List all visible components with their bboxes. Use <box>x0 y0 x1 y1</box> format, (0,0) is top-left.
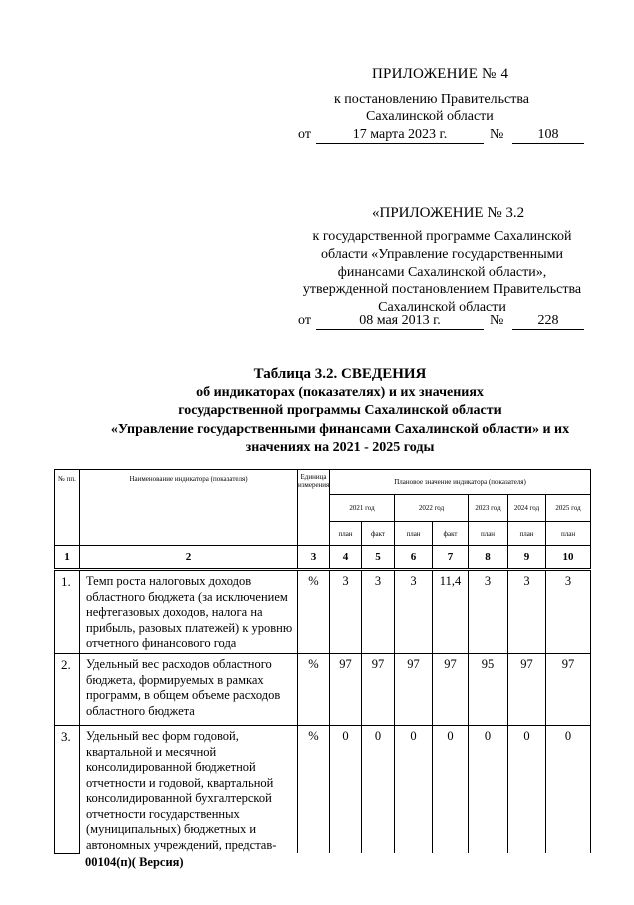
header-number: № пп. <box>55 470 80 546</box>
header-year-2023: 2023 год <box>469 495 508 522</box>
column-number: 9 <box>508 546 546 570</box>
value-2021-plan: 3 <box>330 570 362 654</box>
column-number: 3 <box>298 546 330 570</box>
header-sub-plan: план <box>395 522 433 546</box>
header-sub-plan: план <box>546 522 591 546</box>
value-2024-plan: 0 <box>508 726 546 854</box>
value-2025-plan: 97 <box>546 654 591 726</box>
table-row <box>55 726 591 854</box>
value-2021-fact: 3 <box>362 570 395 654</box>
value-2021-plan: 0 <box>330 726 362 854</box>
header-unit: Единица измерения <box>298 470 330 546</box>
indicator-name: Темп роста налоговых доходов областного бюджета (за исключением нефтегазовых доходов, налога на прибыль, разовых платежей) к уровню отчетного финансового года <box>80 570 298 654</box>
heading-line-1: Таблица 3.2. СВЕДЕНИЯ <box>253 366 427 382</box>
heading-line-5: значениях на 2021 - 2025 годы <box>245 440 435 455</box>
value-2021-fact: 97 <box>362 654 395 726</box>
column-number: 10 <box>546 546 591 570</box>
header-sub-fact: факт <box>362 522 395 546</box>
appendix-3-2-title: «ПРИЛОЖЕНИЕ № 3.2 <box>372 205 525 221</box>
appendix-3-2-number-label: № <box>490 313 504 328</box>
row-number: 1. <box>55 570 80 654</box>
value-2025-plan: 3 <box>546 570 591 654</box>
indicator-name: Удельный вес форм годовой, квартальной и месячной консолидированной бюджетной отчетности и годовой, квартальной консолидированной бухгалтерской отчетности государственных (муниципальных) бюджетных и автономных учреждений, представ- <box>80 726 298 854</box>
appendix-3-2-ot-label: от <box>298 313 311 328</box>
value-2021-plan: 97 <box>330 654 362 726</box>
header-sub-plan: план <box>469 522 508 546</box>
column-number: 4 <box>330 546 362 570</box>
column-number-row <box>55 546 591 570</box>
table-row <box>55 570 591 654</box>
appendix-4-line-1: к постановлению Правительства <box>334 92 530 107</box>
header-year-2021: 2021 год <box>330 495 395 522</box>
document-footer-code: 00104(п)( Версия) <box>85 855 184 869</box>
heading-line-3: государственной программы Сахалинской области <box>178 403 502 418</box>
indicator-unit: % <box>298 726 330 854</box>
value-2022-fact: 11,4 <box>433 570 469 654</box>
appendix-3-2-number: 228 <box>512 312 584 330</box>
indicators-table <box>54 469 591 854</box>
header-sub-fact: факт <box>433 522 469 546</box>
appendix-4-title: ПРИЛОЖЕНИЕ № 4 <box>372 66 509 82</box>
header-indicator-name: Наименование индикатора (показателя) <box>80 470 298 546</box>
appendix-4-number-label: № <box>490 127 504 142</box>
appendix-4-ot-label: от <box>298 127 311 142</box>
header-year-2022: 2022 год <box>395 495 469 522</box>
heading-line-2: об индикаторах (показателях) и их значениях <box>196 384 484 400</box>
table-row <box>55 654 591 726</box>
column-number: 8 <box>469 546 508 570</box>
column-number: 7 <box>433 546 469 570</box>
indicator-name: Удельный вес расходов областного бюджета, формируемых в рамках программ, в общем объеме расходов областного бюджета <box>80 654 298 726</box>
value-2021-fact: 0 <box>362 726 395 854</box>
value-2023-plan: 3 <box>469 570 508 654</box>
appendix-3-2-date: 08 мая 2013 г. <box>316 312 484 330</box>
appendix-3-2-text: к государственной программе Сахалинской области «Управление государственными финансами Сахалинской области», утвержденной постановлением Правительства Сахалинской области <box>302 229 582 316</box>
indicator-unit: % <box>298 570 330 654</box>
value-2025-plan: 0 <box>546 726 591 854</box>
column-number: 1 <box>55 546 80 570</box>
value-2022-fact: 0 <box>433 726 469 854</box>
value-2022-plan: 3 <box>395 570 433 654</box>
row-number: 2. <box>55 654 80 726</box>
header-sub-plan: план <box>330 522 362 546</box>
value-2024-plan: 97 <box>508 654 546 726</box>
appendix-4-date: 17 марта 2023 г. <box>316 126 484 144</box>
value-2022-plan: 0 <box>395 726 433 854</box>
column-number: 6 <box>395 546 433 570</box>
header-year-2024: 2024 год <box>508 495 546 522</box>
heading-line-4: «Управление государственными финансами Сахалинской области» и их <box>110 421 570 437</box>
value-2023-plan: 0 <box>469 726 508 854</box>
column-number: 5 <box>362 546 395 570</box>
row-number: 3. <box>55 726 80 854</box>
appendix-4-number: 108 <box>512 126 584 144</box>
value-2023-plan: 95 <box>469 654 508 726</box>
header-plan-value: Плановое значение индикатора (показателя) <box>330 470 591 495</box>
indicator-unit: % <box>298 654 330 726</box>
appendix-4-line-2: Сахалинской области <box>366 109 494 124</box>
column-number: 2 <box>80 546 298 570</box>
value-2022-fact: 97 <box>433 654 469 726</box>
value-2024-plan: 3 <box>508 570 546 654</box>
value-2022-plan: 97 <box>395 654 433 726</box>
header-year-2025: 2025 год <box>546 495 591 522</box>
header-sub-plan: план <box>508 522 546 546</box>
table-heading <box>60 365 620 458</box>
